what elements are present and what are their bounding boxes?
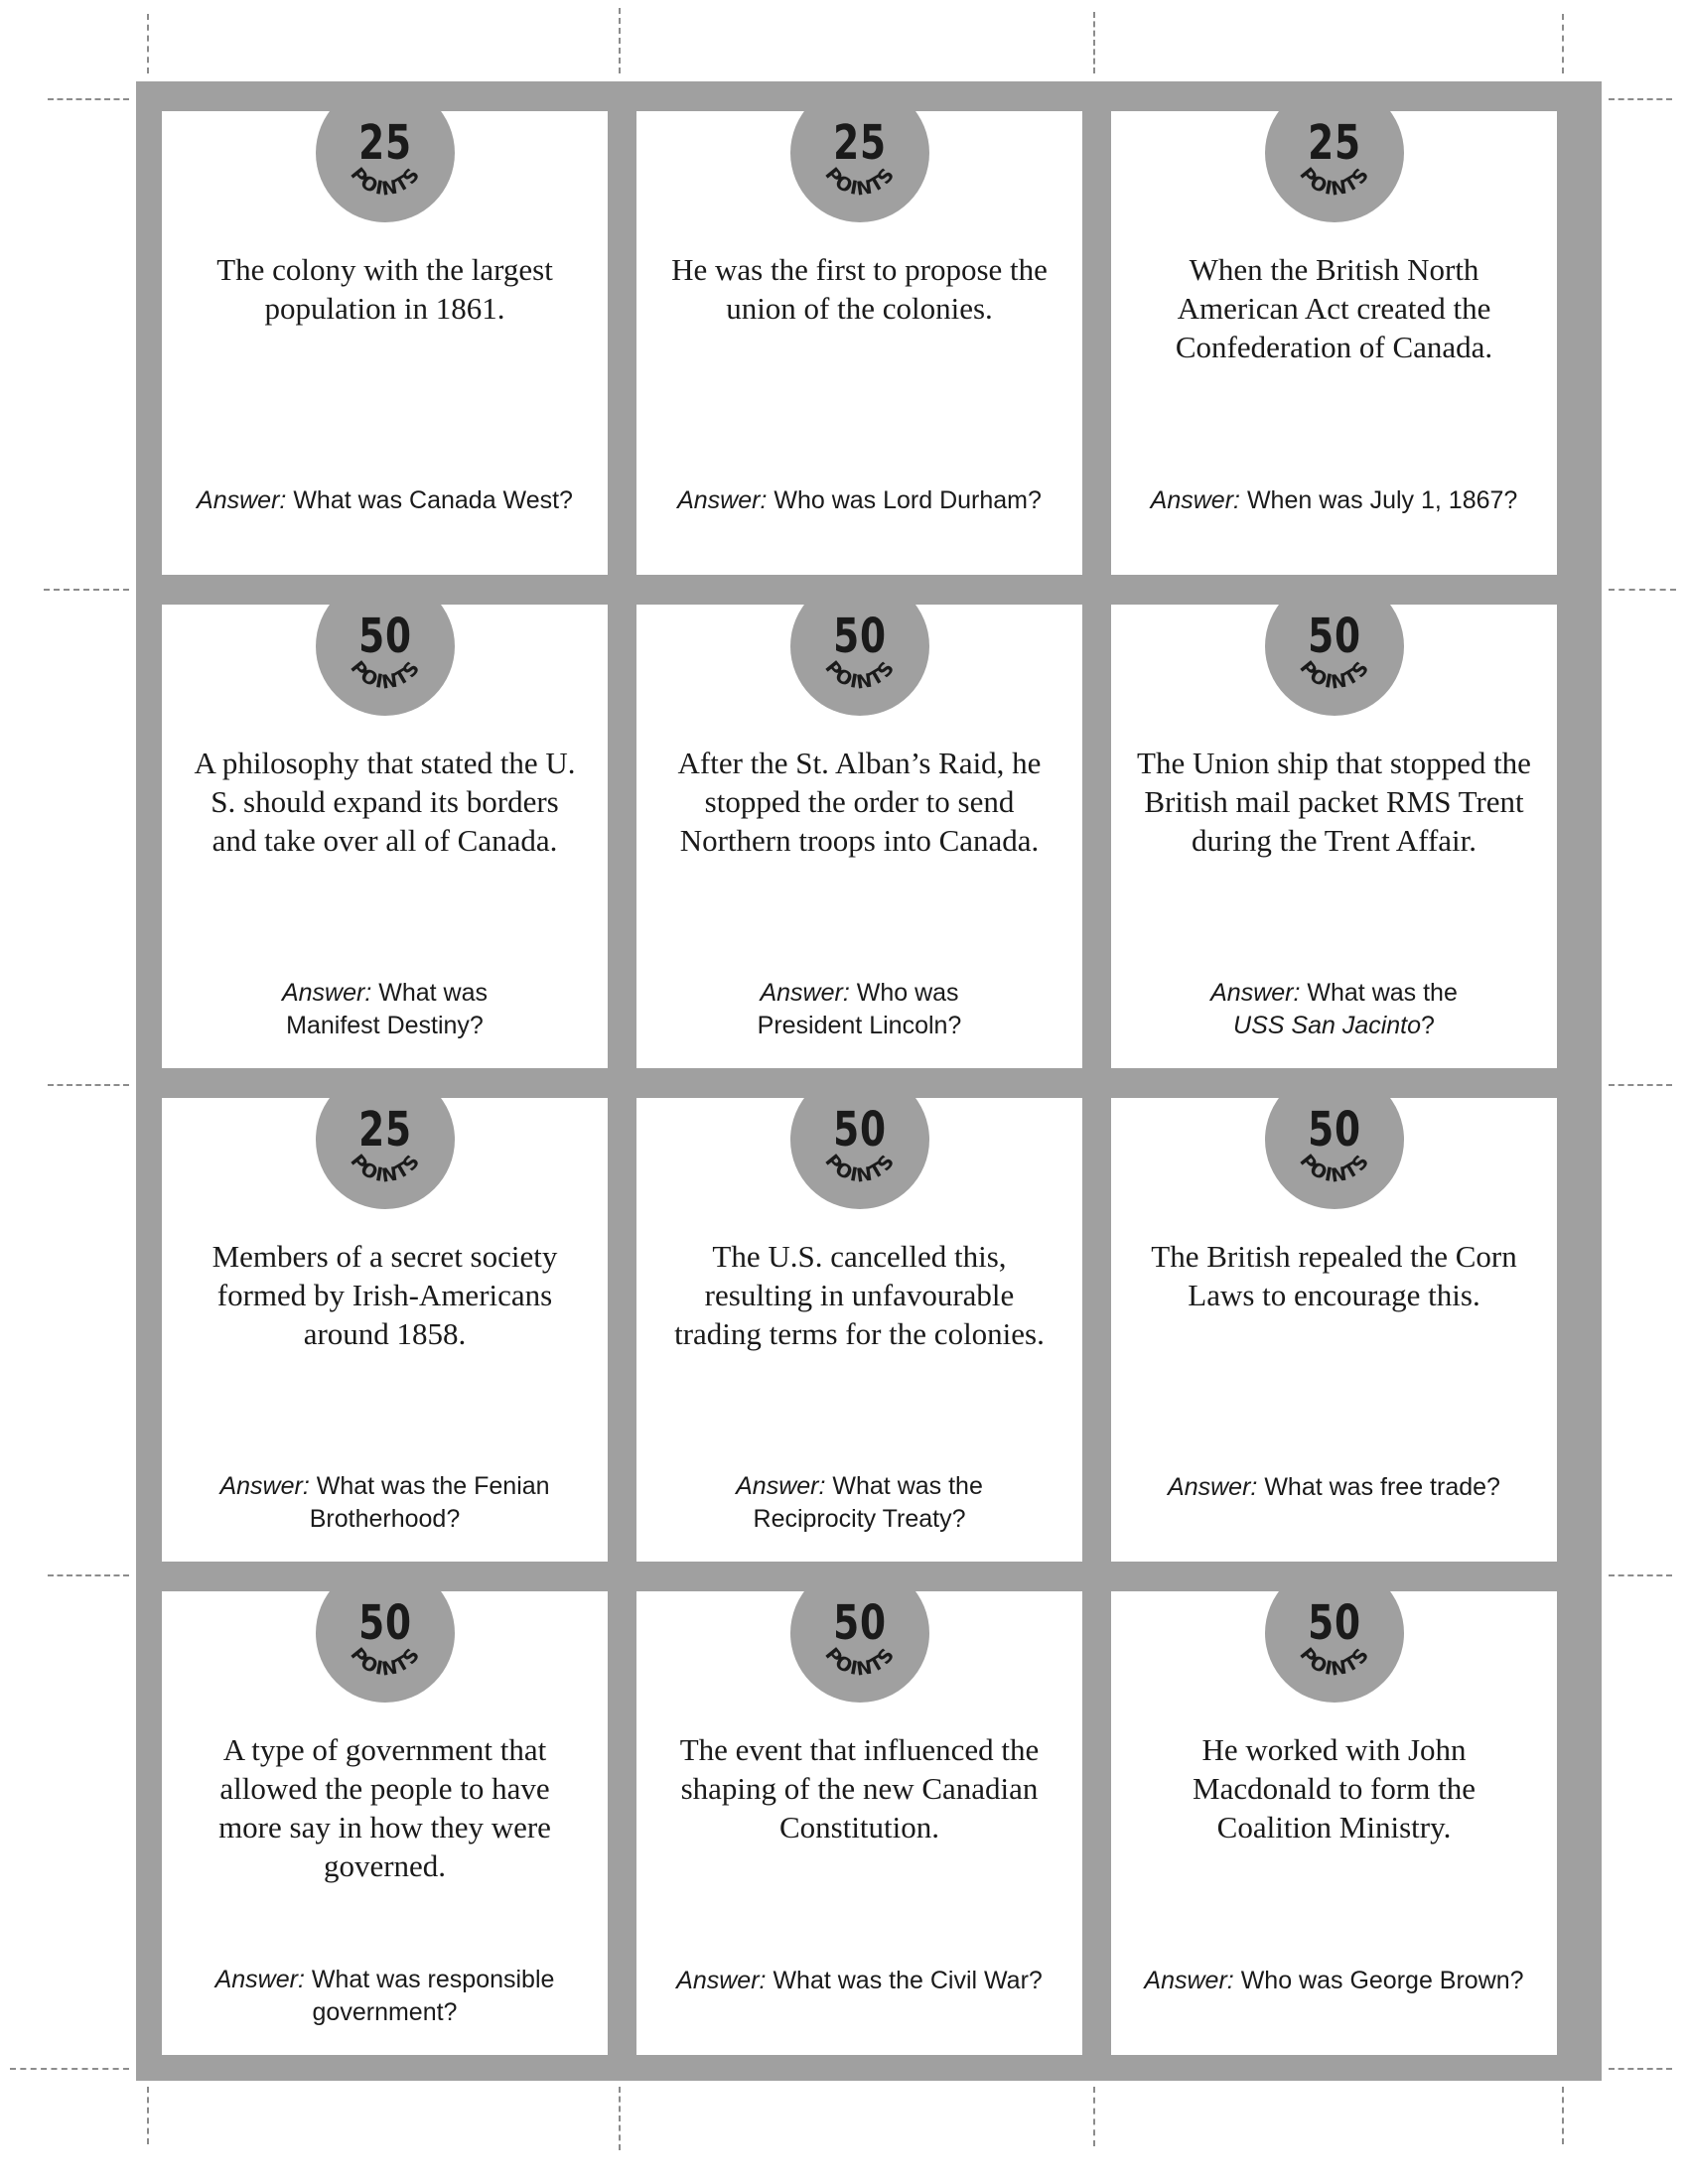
points-value: 25 <box>357 115 412 171</box>
question-card <box>636 605 1082 1068</box>
cut-guide-horizontal <box>48 98 129 100</box>
svg-text:POINTS: POINTS <box>345 163 425 201</box>
question-card <box>636 1098 1082 1562</box>
cut-guide-horizontal <box>1609 589 1676 591</box>
points-label <box>316 111 455 222</box>
answer-label: Answer <box>281 979 365 1007</box>
answer-text: Answer: What was responsible government? <box>214 1966 555 2026</box>
clue-text: He was the first to propose the union of the colonies. <box>671 252 1048 326</box>
svg-text:POINTS: POINTS <box>819 656 900 694</box>
cut-guide-horizontal <box>1609 1574 1672 1576</box>
points-value: 50 <box>1307 609 1361 664</box>
answer-label: Answer <box>677 486 761 514</box>
points-badge <box>316 111 455 222</box>
points-value: 50 <box>1307 1595 1361 1651</box>
answer-label: Answer <box>219 1472 303 1500</box>
points-label <box>790 1098 929 1209</box>
points-badge <box>316 605 455 716</box>
answer-label: Answer <box>214 1966 298 1993</box>
answer-text: Answer: What was free trade? <box>1168 1473 1500 1501</box>
answer-label: Answer <box>1144 1967 1227 1994</box>
clue-text: The U.S. cancelled this, resulting in unfavourable trading terms for the colonies. <box>674 1239 1045 1351</box>
svg-text:POINTS: POINTS <box>345 1643 425 1681</box>
answer-label: Answer <box>1150 486 1234 514</box>
cut-guide-horizontal <box>1609 98 1672 100</box>
points-label <box>1265 605 1404 716</box>
clue-text: After the St. Alban’s Raid, he stopped the order to send Northern troops into Canada. <box>677 746 1042 858</box>
points-label <box>790 605 929 716</box>
question-card <box>162 1098 608 1562</box>
svg-text:POINTS: POINTS <box>819 163 900 201</box>
svg-text:POINTS: POINTS <box>1294 1150 1374 1187</box>
points-label <box>790 111 929 222</box>
points-value: 50 <box>832 1102 887 1158</box>
svg-text:POINTS: POINTS <box>819 1643 900 1681</box>
svg-text:POINTS: POINTS <box>345 1150 425 1187</box>
answer-label: Answer <box>736 1472 819 1500</box>
card-sheet <box>136 81 1602 2081</box>
answer-text: Answer: What was the Fenian Brotherhood? <box>219 1472 550 1533</box>
answer-text: Answer: What was Canada West? <box>197 486 573 514</box>
answer-text: Answer: What was the Civil War? <box>676 1967 1043 1994</box>
question-card <box>1111 1591 1557 2055</box>
answer-text: Answer: Who was Lord Durham? <box>677 486 1042 514</box>
cut-guide-horizontal <box>48 1574 129 1576</box>
question-card <box>1111 111 1557 575</box>
points-label <box>316 605 455 716</box>
points-label <box>790 1591 929 1703</box>
points-value: 50 <box>357 609 412 664</box>
svg-text:POINTS: POINTS <box>819 1150 900 1187</box>
points-badge <box>790 1591 929 1703</box>
cut-guide-vertical <box>147 14 149 73</box>
answer-text: Answer: What was the USS San Jacinto? <box>1210 979 1458 1039</box>
cut-guide-vertical <box>1093 2087 1095 2146</box>
points-value: 50 <box>832 609 887 664</box>
points-badge <box>316 1591 455 1703</box>
points-value: 50 <box>1307 1102 1361 1158</box>
answer-text: Answer: When was July 1, 1867? <box>1150 486 1518 514</box>
answer-label: Answer <box>1210 979 1294 1007</box>
points-value: 25 <box>357 1102 412 1158</box>
points-value: 25 <box>1307 115 1361 171</box>
points-label <box>316 1591 455 1703</box>
answer-text: Answer: What was Manifest Destiny? <box>281 979 489 1039</box>
question-card <box>1111 1098 1557 1562</box>
answer-label: Answer <box>760 979 843 1007</box>
clue-text: When the British North American Act created the Confederation of Canada. <box>1175 252 1493 364</box>
svg-text:POINTS: POINTS <box>1294 656 1374 694</box>
clue-text: A philosophy that stated the U. S. should expand its borders and take over all of Canada. <box>194 746 576 858</box>
points-badge <box>1265 111 1404 222</box>
points-badge <box>790 111 929 222</box>
points-label <box>1265 1098 1404 1209</box>
cut-guide-vertical <box>1093 12 1095 73</box>
points-value: 50 <box>832 1595 887 1651</box>
clue-text: He worked with John Macdonald to form the Coalition Ministry. <box>1193 1732 1476 1844</box>
answer-text: Answer: Who was George Brown? <box>1144 1967 1524 1994</box>
points-label <box>316 1098 455 1209</box>
points-badge <box>1265 1591 1404 1703</box>
answer-label: Answer <box>676 1967 760 1994</box>
cut-guide-vertical <box>147 2087 149 2144</box>
cut-guide-vertical <box>619 2087 621 2150</box>
points-badge <box>790 605 929 716</box>
cut-guide-horizontal <box>48 1084 129 1086</box>
cut-guide-horizontal <box>44 589 129 591</box>
cut-guide-horizontal <box>10 2068 129 2070</box>
question-card <box>162 111 608 575</box>
points-badge <box>1265 1098 1404 1209</box>
question-card <box>162 1591 608 2055</box>
answer-label: Answer <box>1168 1473 1251 1501</box>
points-badge <box>1265 605 1404 716</box>
cut-guide-vertical <box>619 8 621 73</box>
svg-text:POINTS: POINTS <box>1294 1643 1374 1681</box>
clue-text: The Union ship that stopped the British mail packet RMS Trent during the Trent Affair. <box>1137 746 1531 858</box>
question-card <box>636 1591 1082 2055</box>
cut-guide-vertical <box>1562 14 1564 73</box>
points-badge <box>316 1098 455 1209</box>
clue-text: A type of government that allowed the people to have more say in how they were governed. <box>218 1732 551 1883</box>
cut-guide-horizontal <box>1609 1084 1672 1086</box>
points-badge <box>790 1098 929 1209</box>
question-card <box>636 111 1082 575</box>
clue-text: The British repealed the Corn Laws to encourage this. <box>1151 1239 1517 1312</box>
answer-label: Answer <box>197 486 280 514</box>
clue-text: Members of a secret society formed by Irish-Americans around 1858. <box>211 1239 558 1351</box>
answer-text: Answer: Who was President Lincoln? <box>757 979 962 1039</box>
points-label <box>1265 111 1404 222</box>
question-card <box>162 605 608 1068</box>
answer-text: Answer: What was the Reciprocity Treaty? <box>736 1472 983 1533</box>
question-card <box>1111 605 1557 1068</box>
cut-guide-vertical <box>1562 2087 1564 2144</box>
clue-text: The event that influenced the shaping of the new Canadian Constitution. <box>679 1732 1040 1844</box>
clue-text: The colony with the largest population in 1861. <box>216 252 553 326</box>
points-value: 25 <box>832 115 887 171</box>
points-value: 50 <box>357 1595 412 1651</box>
points-label <box>1265 1591 1404 1703</box>
svg-text:POINTS: POINTS <box>1294 163 1374 201</box>
cut-guide-horizontal <box>1609 2068 1672 2070</box>
svg-text:POINTS: POINTS <box>345 656 425 694</box>
